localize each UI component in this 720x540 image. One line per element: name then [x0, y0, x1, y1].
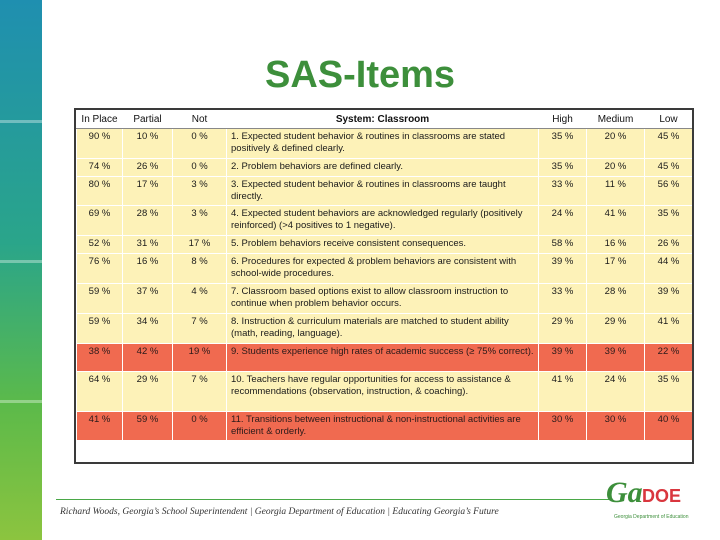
partial-value: 42 % — [123, 344, 173, 372]
item-text: 2. Problem behaviors are defined clearly. — [227, 159, 539, 177]
in-place-value: 90 % — [77, 129, 123, 159]
logo-doe: DOE — [642, 486, 682, 506]
not-value: 7 % — [173, 314, 227, 344]
item-text: 6. Procedures for expected & problem behaviors are consistent with school-wide procedures. — [227, 254, 539, 284]
not-value: 0 % — [173, 412, 227, 441]
medium-value: 29 % — [587, 314, 645, 344]
in-place-value: 41 % — [77, 412, 123, 441]
item-text: 1. Expected student behavior & routines in classrooms are stated positively & defined clearly. — [227, 129, 539, 159]
low-value: 45 % — [645, 159, 693, 177]
item-text: 4. Expected student behaviors are acknowledged regularly (positively reinforced) (>4 positives to 1 negative). — [227, 206, 539, 236]
high-value: 39 % — [539, 254, 587, 284]
low-value: 56 % — [645, 177, 693, 206]
in-place-value: 38 % — [77, 344, 123, 372]
table-row — [77, 284, 693, 314]
medium-value: 20 % — [587, 129, 645, 159]
partial-value: 16 % — [123, 254, 173, 284]
item-text: 11. Transitions between instructional & non-instructional activities are efficient & orderly. — [227, 412, 539, 441]
bar-stripe — [0, 400, 42, 403]
in-place-value: 69 % — [77, 206, 123, 236]
in-place-value: 64 % — [77, 372, 123, 412]
partial-value: 10 % — [123, 129, 173, 159]
low-value: 39 % — [645, 284, 693, 314]
high-value: 39 % — [539, 344, 587, 372]
item-text: 9. Students experience high rates of academic success (≥ 75% correct). — [227, 344, 539, 372]
medium-value: 20 % — [587, 159, 645, 177]
high-value: 33 % — [539, 284, 587, 314]
table-row — [77, 129, 693, 159]
items-table — [76, 110, 693, 441]
not-value: 0 % — [173, 159, 227, 177]
medium-value: 24 % — [587, 372, 645, 412]
table-row — [77, 159, 693, 177]
medium-value: 17 % — [587, 254, 645, 284]
table-row — [77, 206, 693, 236]
in-place-value: 80 % — [77, 177, 123, 206]
not-value: 19 % — [173, 344, 227, 372]
bar-stripe — [0, 120, 42, 123]
not-value: 4 % — [173, 284, 227, 314]
medium-value: 39 % — [587, 344, 645, 372]
medium-value: 16 % — [587, 236, 645, 254]
header-low: Low — [645, 110, 693, 129]
medium-value: 28 % — [587, 284, 645, 314]
item-text: 3. Expected student behavior & routines in classrooms are taught directly. — [227, 177, 539, 206]
gadoe-logo — [606, 476, 698, 524]
medium-value: 41 % — [587, 206, 645, 236]
header-in-place: In Place — [77, 110, 123, 129]
table-row — [77, 314, 693, 344]
item-text: 7. Classroom based options exist to allow classroom instruction to continue when problem behavior occurs. — [227, 284, 539, 314]
not-value: 8 % — [173, 254, 227, 284]
sas-items-table — [74, 108, 694, 464]
high-value: 41 % — [539, 372, 587, 412]
low-value: 40 % — [645, 412, 693, 441]
header-not: Not — [173, 110, 227, 129]
header-system-classroom: System: Classroom — [227, 110, 539, 129]
partial-value: 37 % — [123, 284, 173, 314]
header-partial: Partial — [123, 110, 173, 129]
high-value: 33 % — [539, 177, 587, 206]
high-value: 29 % — [539, 314, 587, 344]
table-header-row — [77, 110, 693, 129]
high-value: 35 % — [539, 159, 587, 177]
partial-value: 34 % — [123, 314, 173, 344]
table-row — [77, 344, 693, 372]
header-high: High — [539, 110, 587, 129]
not-value: 3 % — [173, 206, 227, 236]
footer-text: Richard Woods, Georgia’s School Superintendent | Georgia Department of Education | Educating Georgia’s Future — [60, 507, 499, 517]
bar-stripe — [0, 260, 42, 263]
logo-ga: Ga — [606, 476, 643, 509]
not-value: 0 % — [173, 129, 227, 159]
partial-value: 26 % — [123, 159, 173, 177]
footer-divider — [56, 499, 612, 500]
not-value: 17 % — [173, 236, 227, 254]
high-value: 35 % — [539, 129, 587, 159]
high-value: 30 % — [539, 412, 587, 441]
table-row — [77, 236, 693, 254]
item-text: 10. Teachers have regular opportunities for access to assistance & recommendations (observation, instruction, & coaching). — [227, 372, 539, 412]
low-value: 26 % — [645, 236, 693, 254]
high-value: 58 % — [539, 236, 587, 254]
table-row — [77, 412, 693, 441]
partial-value: 29 % — [123, 372, 173, 412]
not-value: 3 % — [173, 177, 227, 206]
in-place-value: 74 % — [77, 159, 123, 177]
in-place-value: 76 % — [77, 254, 123, 284]
low-value: 35 % — [645, 372, 693, 412]
low-value: 35 % — [645, 206, 693, 236]
table-row — [77, 177, 693, 206]
medium-value: 11 % — [587, 177, 645, 206]
header-medium: Medium — [587, 110, 645, 129]
item-text: 5. Problem behaviors receive consistent consequences. — [227, 236, 539, 254]
partial-value: 59 % — [123, 412, 173, 441]
low-value: 22 % — [645, 344, 693, 372]
logo-subtext: Georgia Department of Education — [614, 514, 689, 520]
partial-value: 17 % — [123, 177, 173, 206]
in-place-value: 59 % — [77, 314, 123, 344]
low-value: 44 % — [645, 254, 693, 284]
low-value: 41 % — [645, 314, 693, 344]
partial-value: 28 % — [123, 206, 173, 236]
table-row — [77, 254, 693, 284]
table-row — [77, 372, 693, 412]
medium-value: 30 % — [587, 412, 645, 441]
in-place-value: 52 % — [77, 236, 123, 254]
item-text: 8. Instruction & curriculum materials are matched to student ability (math, reading, language). — [227, 314, 539, 344]
partial-value: 31 % — [123, 236, 173, 254]
low-value: 45 % — [645, 129, 693, 159]
in-place-value: 59 % — [77, 284, 123, 314]
high-value: 24 % — [539, 206, 587, 236]
slide-title: SAS-Items — [264, 54, 456, 96]
not-value: 7 % — [173, 372, 227, 412]
